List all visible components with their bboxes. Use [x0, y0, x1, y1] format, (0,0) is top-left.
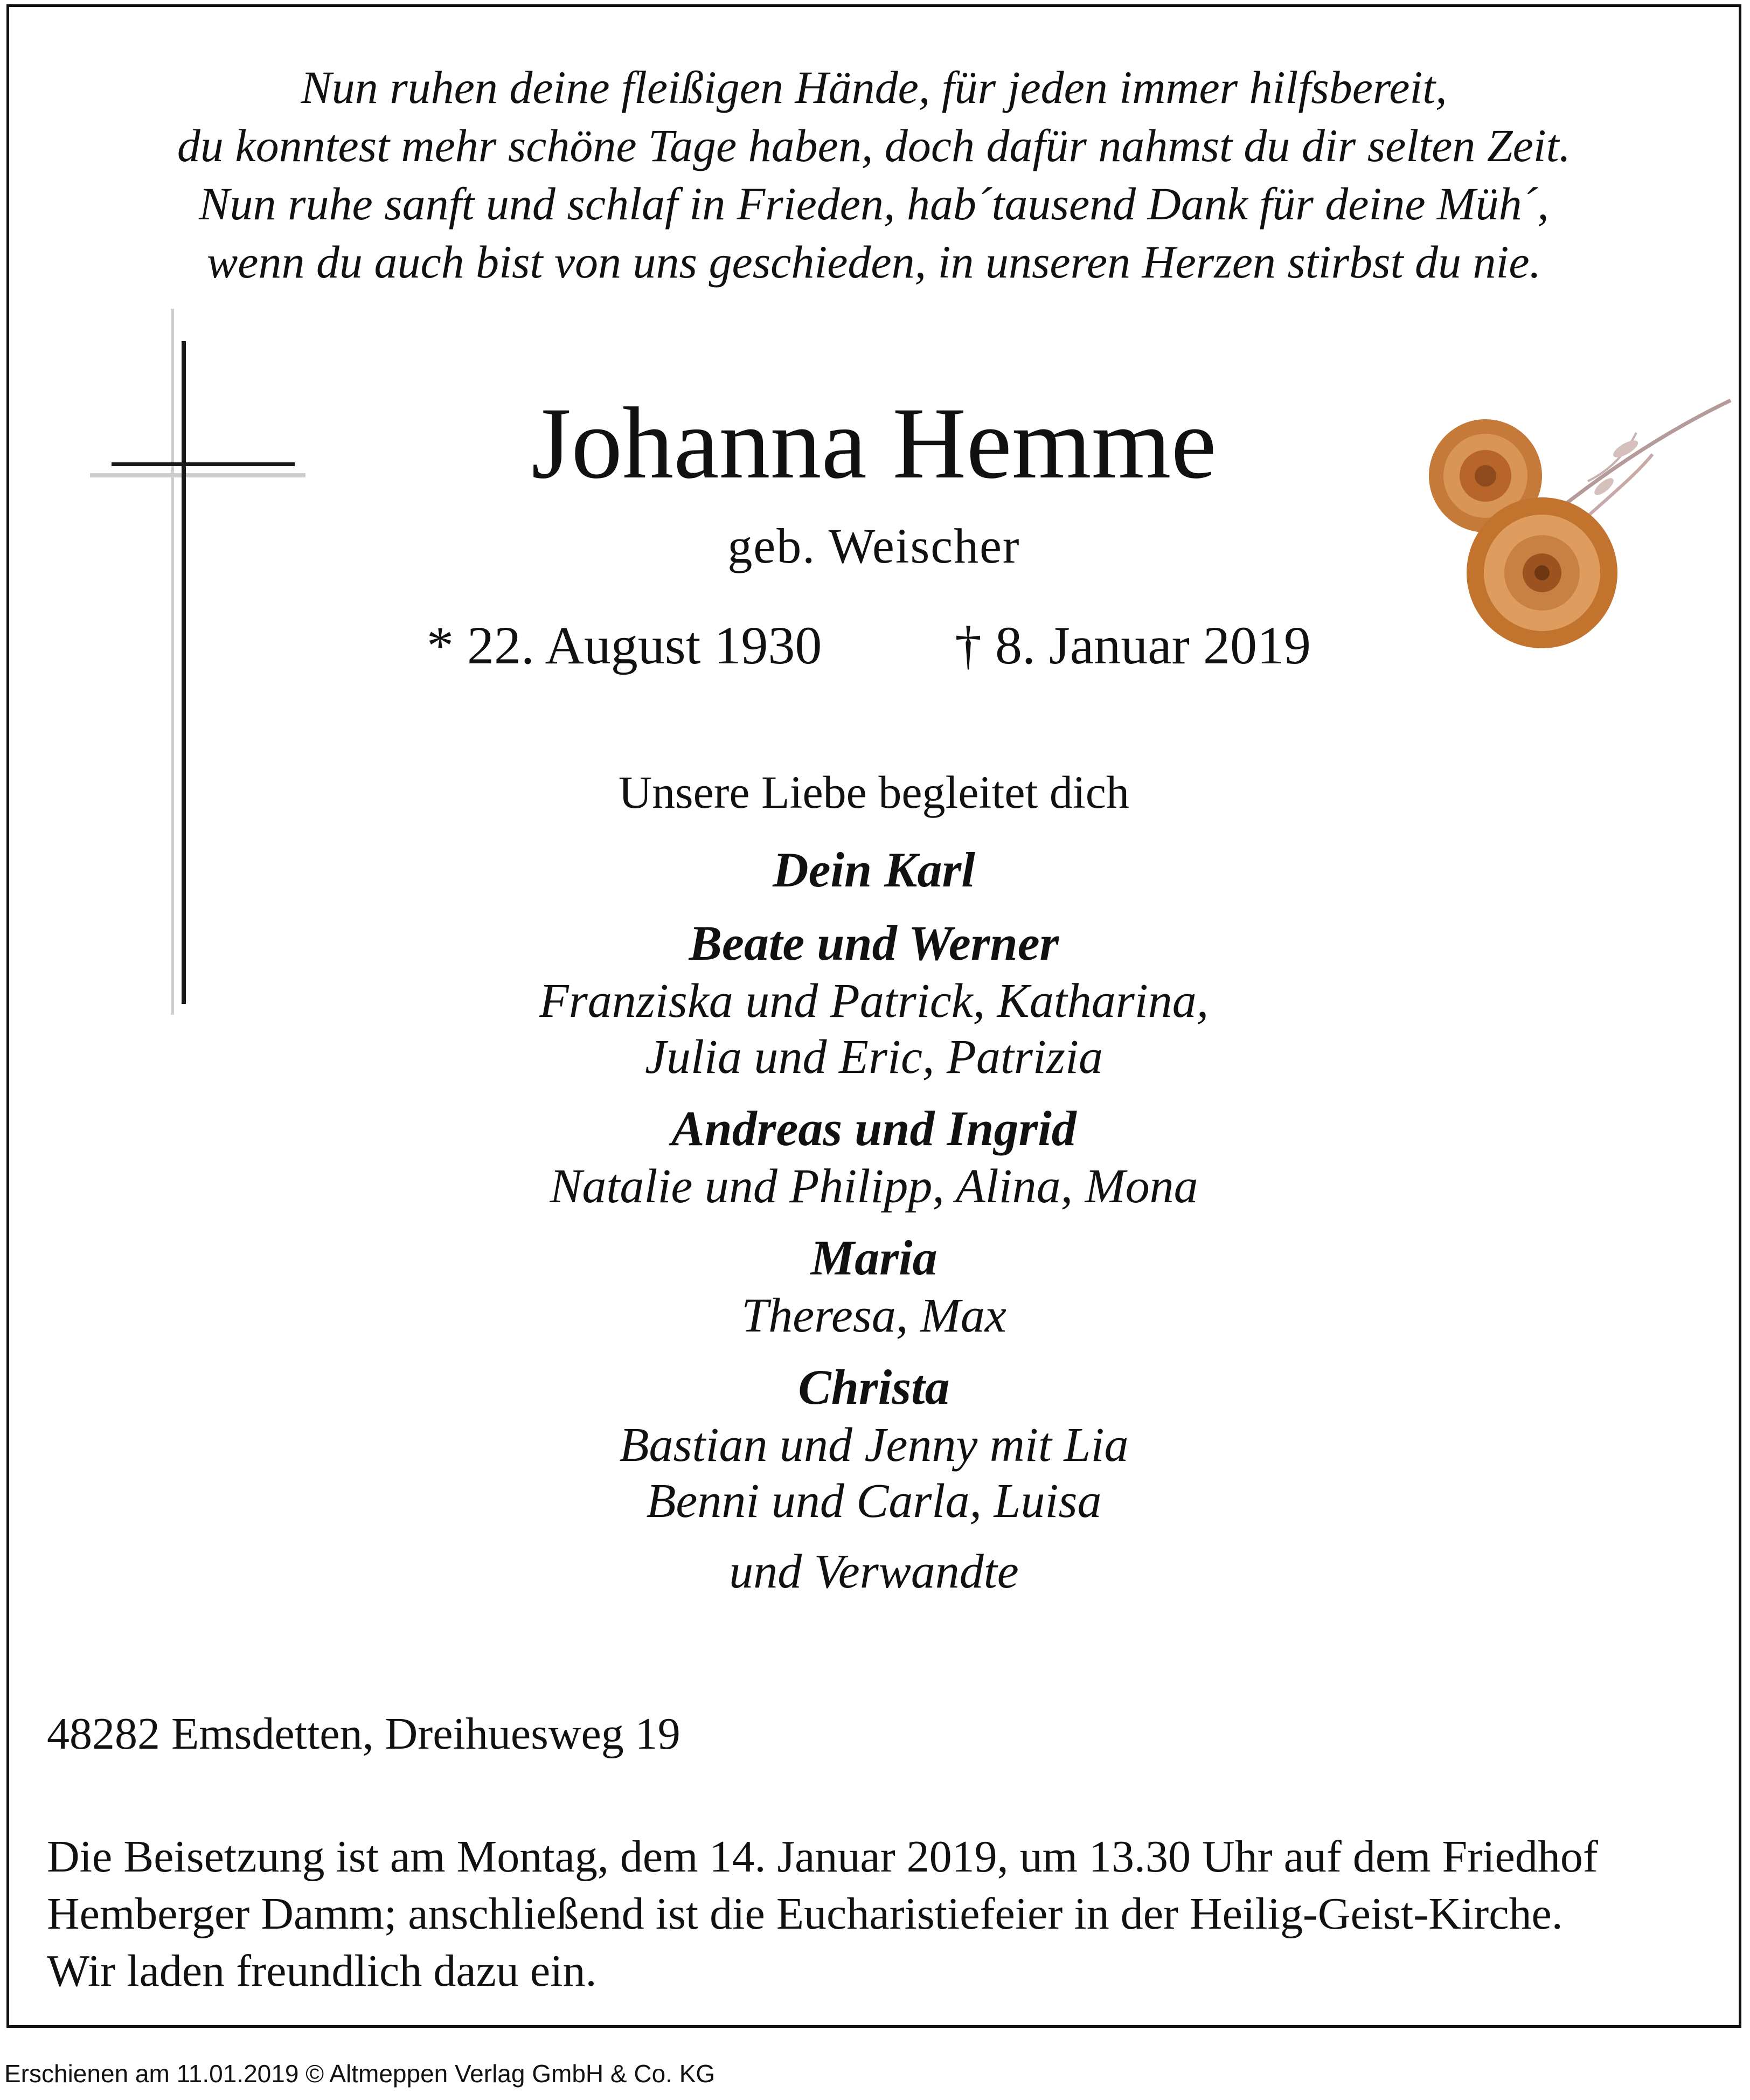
poem-line: Nun ruhe sanft und schlaf in Frieden, hab´tausend Dank für deine Müh´,: [199, 178, 1549, 230]
mourner-group: [9, 913, 1739, 1085]
funeral-line: Die Beisetzung ist am Montag, dem 14. Januar 2019, um 13.30 Uhr auf dem Friedhof: [47, 1832, 1598, 1882]
mourner-group-head: Beate und Werner: [689, 916, 1059, 971]
mourner-group: [9, 1357, 1739, 1529]
mourner-line: Benni und Carla, Luisa: [646, 1474, 1102, 1528]
poem-line: Nun ruhen deine fleißigen Hände, für jeden immer hilfsbereit,: [301, 61, 1447, 113]
maiden-name: geb. Weischer: [727, 518, 1020, 573]
funeral-notice: [47, 1828, 1598, 2000]
obituary-frame: [6, 4, 1741, 2028]
relatives-line: und Verwandte: [729, 1545, 1019, 1598]
mourner-line: Natalie und Philipp, Alina, Mona: [550, 1160, 1198, 1213]
poem-line: wenn du auch bist von uns geschieden, in unseren Herzen stirbst du nie.: [206, 236, 1541, 288]
mourner-line: Bastian und Jenny mit Lia: [619, 1418, 1129, 1472]
mourners-intro: Unsere Liebe begleitet dich: [619, 766, 1129, 818]
birth-date: * 22. August 1930: [427, 615, 822, 675]
publication-footer: Erschienen am 11.01.2019 © Altmeppen Verlag GmbH & Co. KG: [4, 2060, 716, 2088]
poem: [9, 58, 1739, 291]
mourner-group: [9, 840, 1739, 900]
mourner-line: Theresa, Max: [741, 1289, 1006, 1342]
mourner-group-head: Maria: [810, 1230, 938, 1285]
poem-line: du konntest mehr schöne Tage haben, doch dafür nahmst du dir selten Zeit.: [177, 120, 1571, 171]
mourners-list: [9, 840, 1739, 1602]
mourner-line: Franziska und Patrick, Katharina,: [539, 974, 1209, 1028]
mourner-group-head: Dein Karl: [773, 842, 975, 897]
mourner-group: [9, 1098, 1739, 1215]
mourner-group-head: Christa: [798, 1360, 950, 1415]
mourner-line: Julia und Eric, Patrizia: [645, 1030, 1103, 1084]
funeral-line: Wir laden freundlich dazu ein.: [47, 1946, 597, 1996]
mourner-group: [9, 1228, 1739, 1344]
funeral-line: Hemberger Damm; anschließend ist die Eucharistiefeier in der Heilig-Geist-Kirche.: [47, 1889, 1563, 1939]
mourner-group-head: Andreas und Ingrid: [671, 1101, 1077, 1156]
death-date: † 8. Januar 2019: [955, 615, 1311, 675]
deceased-name: Johanna Hemme: [531, 387, 1217, 500]
mourner-address: 48282 Emsdetten, Dreihuesweg 19: [47, 1709, 680, 1759]
